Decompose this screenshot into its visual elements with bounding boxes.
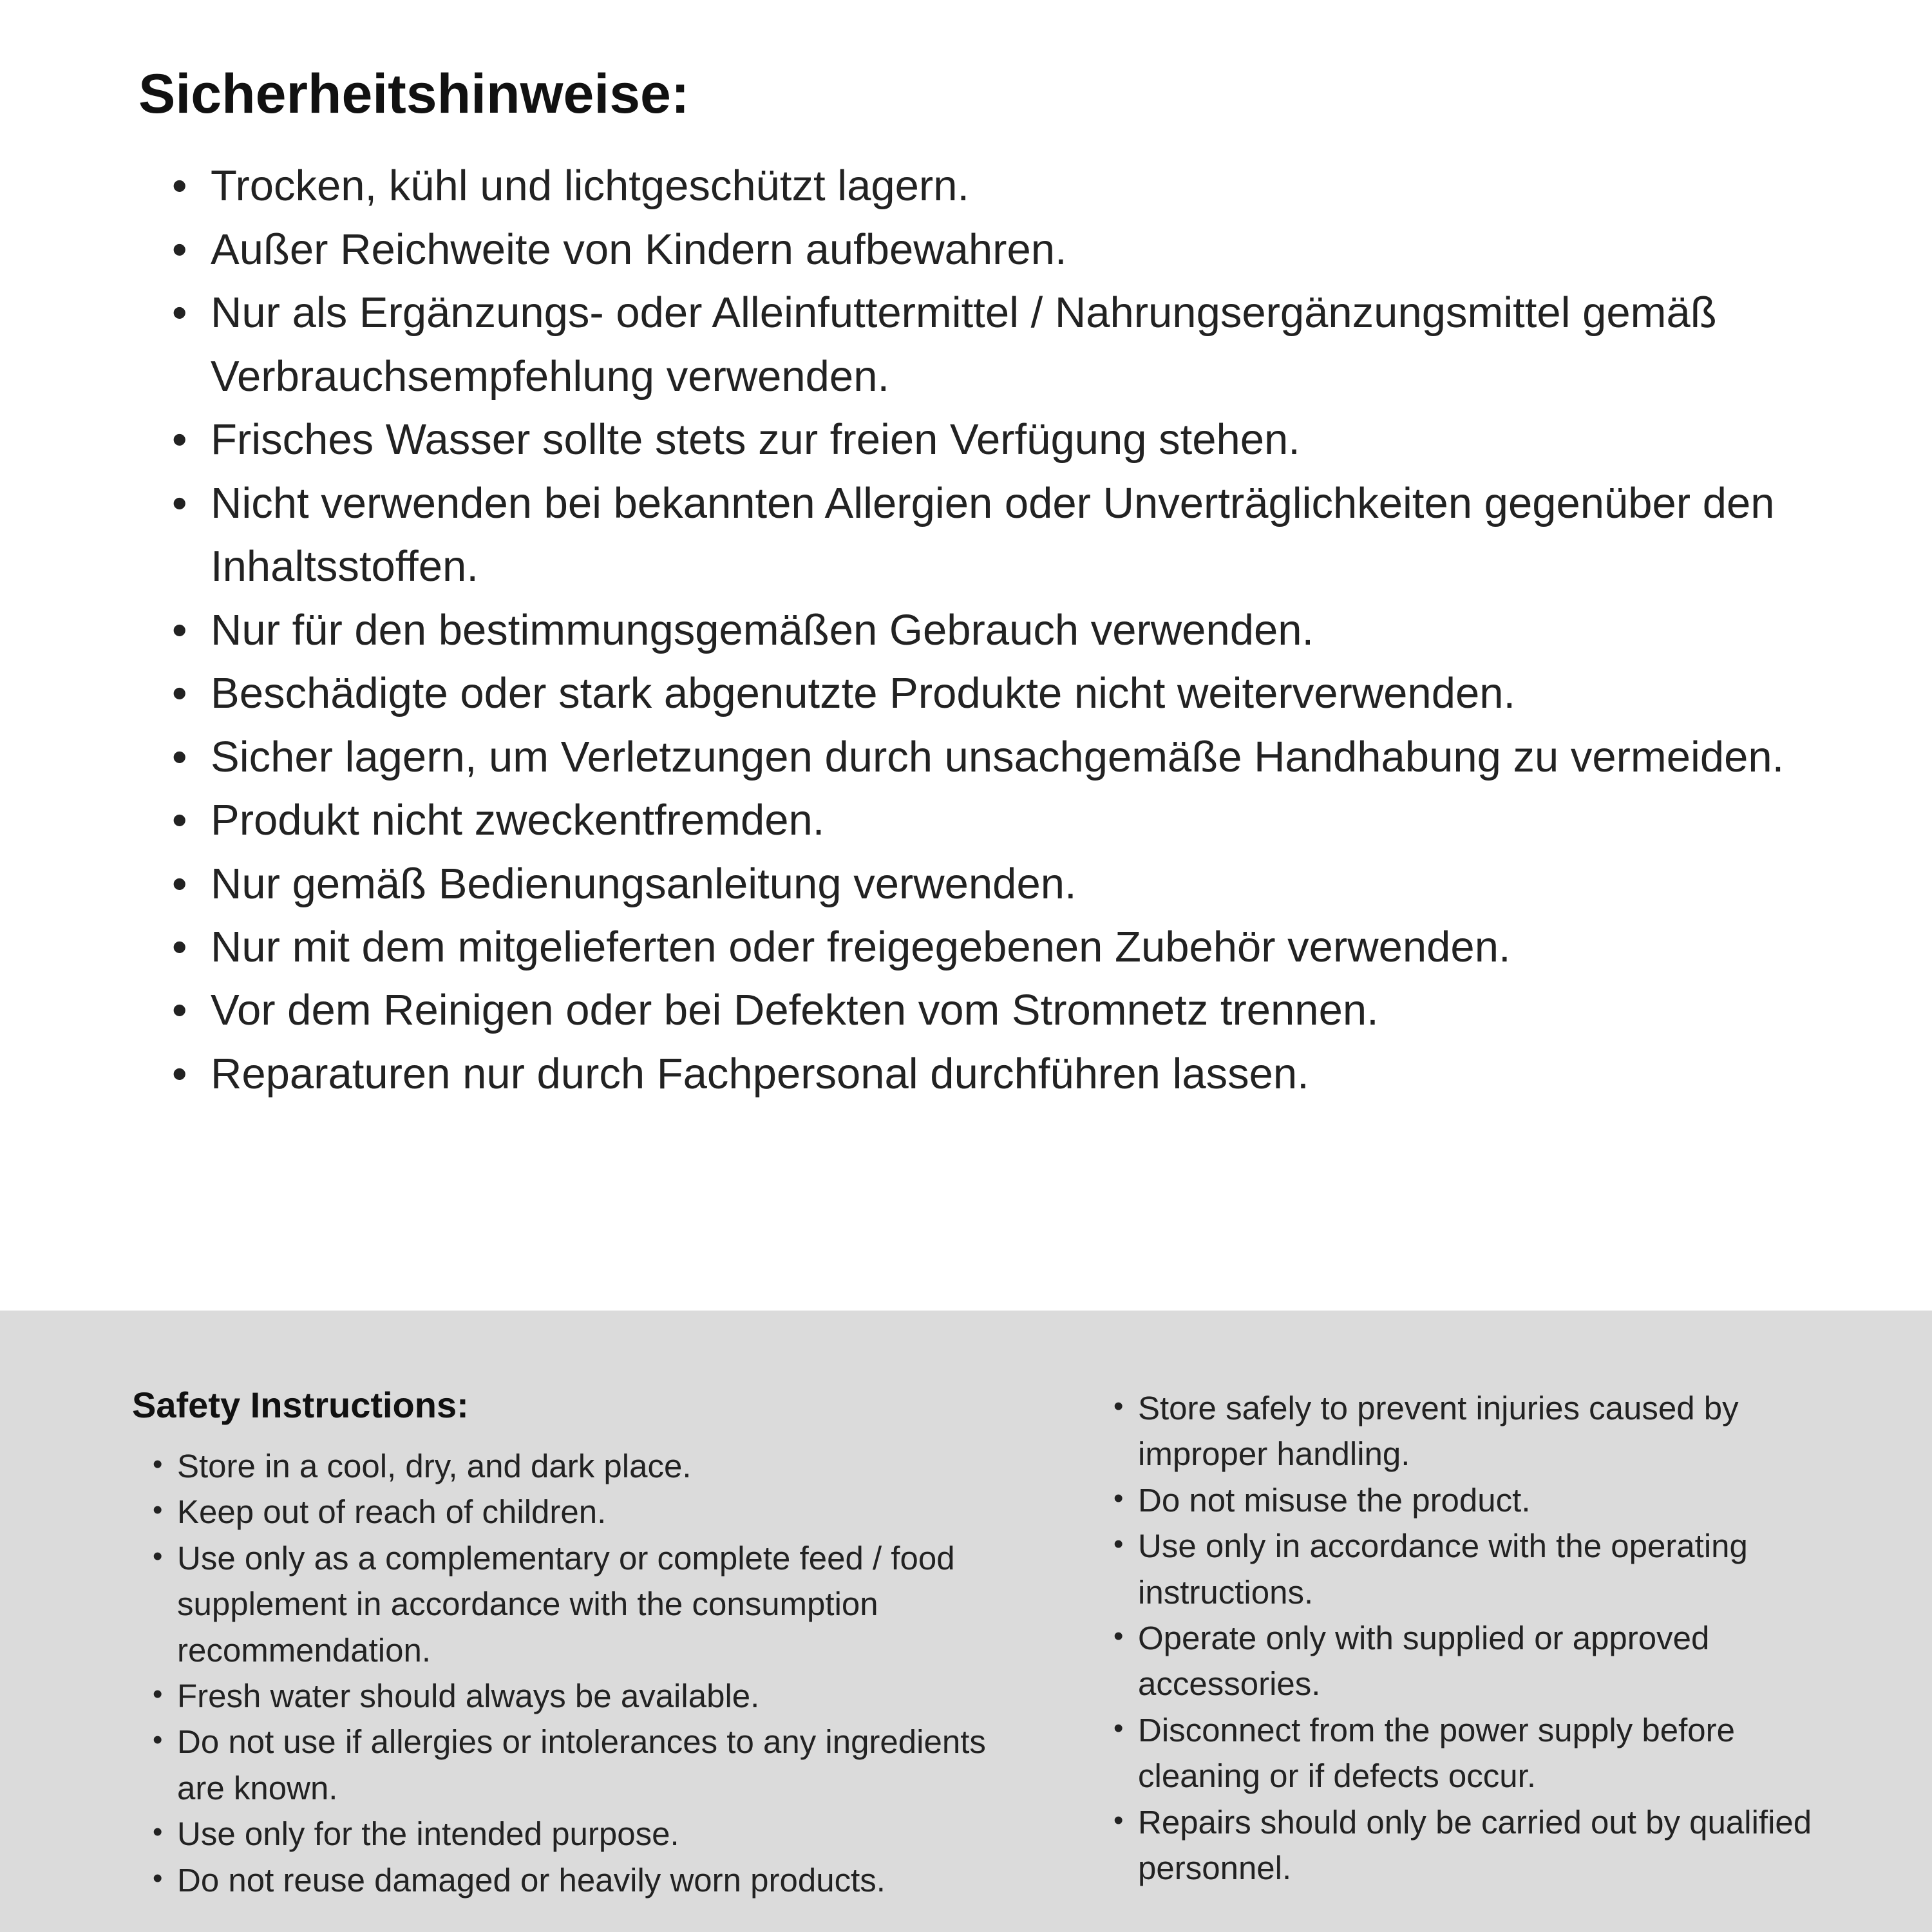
english-safety-list-right	[1104, 1385, 1835, 1891]
english-left-column	[132, 1383, 1008, 1903]
list-item: • Nur gemäß Bedienungsanleitung verwenden.	[172, 853, 1816, 916]
english-safety-section	[0, 1311, 1932, 1932]
list-item: • Sicher lagern, um Verletzungen durch unsachgemäße Handhabung zu vermeiden.	[172, 726, 1816, 789]
list-item: • Use only in accordance with the operating instructions.	[1104, 1523, 1835, 1615]
list-item: • Nicht verwenden bei bekannten Allergien oder Unverträglichkeiten gegenüber den Inhaltsstoffen.	[172, 472, 1816, 599]
list-item: • Use only for the intended purpose.	[144, 1811, 1008, 1857]
english-right-column	[1008, 1383, 1835, 1891]
list-item: • Trocken, kühl und lichtgeschützt lagern.	[172, 155, 1816, 218]
list-item: • Operate only with supplied or approved accessories.	[1104, 1615, 1835, 1707]
list-item: • Vor dem Reinigen oder bei Defekten vom Stromnetz trennen.	[172, 979, 1816, 1042]
list-item: • Produkt nicht zweckentfremden.	[172, 789, 1816, 852]
list-item: • Frisches Wasser sollte stets zur freien Verfügung stehen.	[172, 408, 1816, 471]
list-item: • Do not misuse the product.	[1104, 1477, 1835, 1523]
list-item: • Use only as a complementary or complete feed / food supplement in accordance with the consumption recommendation.	[144, 1535, 1008, 1673]
list-item: • Disconnect from the power supply before cleaning or if defects occur.	[1104, 1707, 1835, 1799]
list-item: • Do not use if allergies or intolerances to any ingredients are known.	[144, 1719, 1008, 1811]
list-item: • Nur für den bestimmungsgemäßen Gebrauch verwenden.	[172, 599, 1816, 662]
list-item: • Keep out of reach of children.	[144, 1489, 1008, 1535]
german-section-title: Sicherheitshinweise:	[138, 63, 690, 125]
list-item: • Store in a cool, dry, and dark place.	[144, 1443, 1008, 1489]
list-item: • Store safely to prevent injuries caused by improper handling.	[1104, 1385, 1835, 1477]
german-safety-list	[138, 155, 1816, 1106]
list-item: • Nur mit dem mitgelieferten oder freigegebenen Zubehör verwenden.	[172, 916, 1816, 979]
list-item: • Außer Reichweite von Kindern aufbewahren.	[172, 218, 1816, 281]
list-item: • Do not reuse damaged or heavily worn products.	[144, 1857, 1008, 1903]
list-item: • Beschädigte oder stark abgenutzte Produkte nicht weiterverwenden.	[172, 662, 1816, 725]
english-safety-list-left	[132, 1443, 1008, 1903]
list-item: • Fresh water should always be available.	[144, 1673, 1008, 1719]
list-item: • Nur als Ergänzungs- oder Alleinfuttermittel / Nahrungsergänzungsmittel gemäß Verbrauchsempfehlung verwenden.	[172, 281, 1816, 408]
list-item: • Reparaturen nur durch Fachpersonal durchführen lassen.	[172, 1043, 1816, 1106]
english-section-title: Safety Instructions:	[132, 1385, 469, 1425]
list-item: • Repairs should only be carried out by qualified personnel.	[1104, 1799, 1835, 1891]
